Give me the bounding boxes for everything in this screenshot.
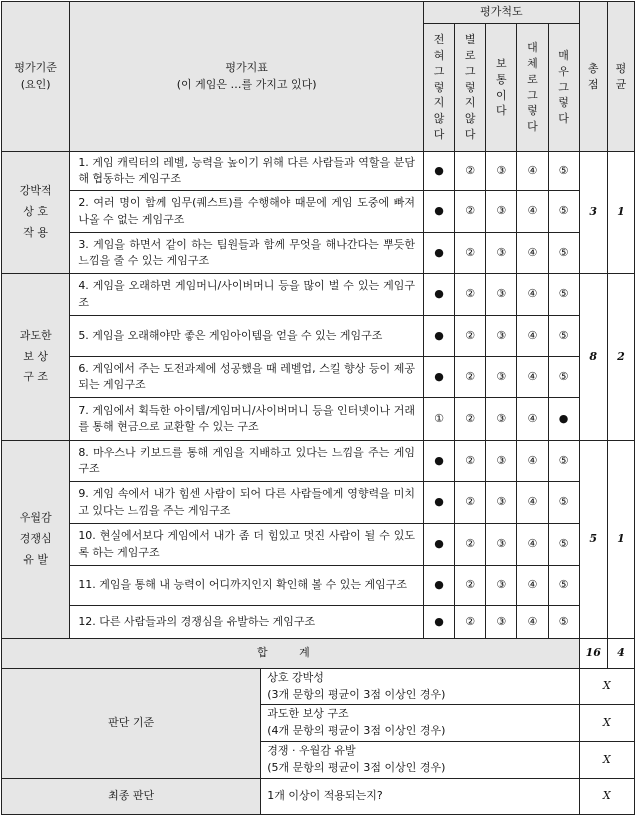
selected-mark[interactable]: ● xyxy=(423,606,454,639)
criteria-header xyxy=(2,2,70,152)
scale-label-cell xyxy=(423,24,454,152)
item-row xyxy=(2,191,635,233)
scale-label-cell xyxy=(517,24,548,152)
group-average: 2 xyxy=(607,274,634,441)
indicator-subtitle: (이 게임은 …를 가지고 있다) xyxy=(176,77,317,91)
judgement-label: 판단 기준 xyxy=(2,669,261,779)
judgement-title: 경쟁 · 우월감 유발 xyxy=(267,744,356,757)
scale-label: 보통이다 xyxy=(495,56,507,118)
selected-mark[interactable]: ● xyxy=(423,482,454,524)
judgement-condition: (4개 문항의 평균이 3점 이상인 경우) xyxy=(267,723,446,737)
criterion-name-line: 경쟁심 xyxy=(19,532,52,546)
scale-option[interactable]: ⑤ xyxy=(548,524,579,566)
scale-option[interactable]: ② xyxy=(455,441,486,482)
criterion-name-line: 유 발 xyxy=(23,552,49,566)
scale-option[interactable]: ⑤ xyxy=(548,606,579,639)
selected-mark[interactable]: ● xyxy=(423,233,454,274)
indicator-text: 11. 게임을 통해 내 능력이 어디까지인지 확인해 볼 수 있는 게임구조 xyxy=(70,566,424,606)
scale-option[interactable]: ③ xyxy=(486,524,517,566)
selected-mark[interactable]: ● xyxy=(423,357,454,398)
item-row xyxy=(2,233,635,274)
scale-option[interactable]: ③ xyxy=(486,566,517,606)
scale-option[interactable]: ③ xyxy=(486,316,517,357)
item-row xyxy=(2,152,635,191)
scale-option[interactable]: ④ xyxy=(517,152,548,191)
criterion-name-line: 우월감 xyxy=(19,511,52,525)
item-row xyxy=(2,398,635,441)
scale-option[interactable]: ④ xyxy=(517,606,548,639)
scale-option[interactable]: ④ xyxy=(517,524,548,566)
scale-header: 평가척도 xyxy=(423,2,579,24)
scale-option[interactable]: ② xyxy=(455,606,486,639)
scale-option[interactable]: ④ xyxy=(517,482,548,524)
scale-label-cell xyxy=(455,24,486,152)
indicator-text: 2. 여러 명이 함께 임무(퀘스트)를 수행해야 때문에 게임 도중에 빠져나올 수 없는 게임구조 xyxy=(70,191,424,233)
criterion-name-line: 보 상 xyxy=(23,349,49,363)
scale-label: 대체로그렇다 xyxy=(527,40,538,134)
selected-mark[interactable]: ● xyxy=(548,398,579,441)
scale-option[interactable]: ④ xyxy=(517,233,548,274)
indicator-text: 1. 게임 캐릭터의 레벨, 능력을 높이기 위해 다른 사람들과 역할을 분담해 협동하는 게임구조 xyxy=(70,152,424,191)
criteria-title: 평가기준 xyxy=(14,61,57,74)
scale-option[interactable]: ② xyxy=(455,274,486,316)
average-header-label: 평균 xyxy=(615,61,627,91)
scale-option[interactable]: ⑤ xyxy=(548,274,579,316)
scale-option[interactable]: ② xyxy=(455,233,486,274)
scale-option[interactable]: ② xyxy=(455,152,486,191)
scale-label: 전혀그렇지않다 xyxy=(433,32,445,142)
scale-option[interactable]: ⑤ xyxy=(548,357,579,398)
indicator-text: 12. 다른 사람들과의 경쟁심을 유발하는 게임구조 xyxy=(70,606,424,639)
group-average: 1 xyxy=(607,152,634,274)
item-row xyxy=(2,566,635,606)
item-row xyxy=(2,316,635,357)
indicator-text: 6. 게임에서 주는 도전과제에 성공했을 때 레벨업, 스킬 향상 등이 제공되는 게임구조 xyxy=(70,357,424,398)
selected-mark[interactable]: ● xyxy=(423,152,454,191)
scale-option[interactable]: ② xyxy=(455,482,486,524)
scale-option[interactable]: ④ xyxy=(517,566,548,606)
criterion-name-line: 강박적 xyxy=(19,184,52,198)
final-row xyxy=(2,779,635,815)
indicator-text: 4. 게임을 오래하면 게임머니/사이버머니 등을 많이 벌 수 있는 게임구조 xyxy=(70,274,424,316)
indicator-text: 5. 게임을 오래해야만 좋은 게임아이템을 얻을 수 있는 게임구조 xyxy=(70,316,424,357)
item-row xyxy=(2,441,635,482)
scale-option[interactable]: ④ xyxy=(517,398,548,441)
scale-option[interactable]: ① xyxy=(423,398,454,441)
scale-label: 별로그렇지않다 xyxy=(464,32,476,142)
scale-option[interactable]: ④ xyxy=(517,274,548,316)
total-header-label: 총점 xyxy=(587,61,599,91)
scale-option[interactable]: ② xyxy=(455,191,486,233)
indicator-text: 10. 현실에서보다 게임에서 내가 좀 더 힘있고 멋진 사람이 될 수 있도록 하는 게임구조 xyxy=(70,524,424,566)
item-row xyxy=(2,274,635,316)
scale-option[interactable]: ⑤ xyxy=(548,441,579,482)
scale-option[interactable]: ⑤ xyxy=(548,566,579,606)
scale-option[interactable]: ④ xyxy=(517,316,548,357)
item-row xyxy=(2,482,635,524)
criteria-subtitle: (요인) xyxy=(20,77,51,91)
scale-option[interactable]: ③ xyxy=(486,274,517,316)
indicator-text: 3. 게임을 하면서 같이 하는 팀원들과 함께 무엇을 해나간다는 뿌듯한 느낌을 줄 수 있는 게임구조 xyxy=(70,233,424,274)
judgement-criterion xyxy=(261,669,579,705)
scale-option[interactable]: ④ xyxy=(517,357,548,398)
average-header xyxy=(607,2,634,152)
scale-label-cell xyxy=(548,24,579,152)
item-row xyxy=(2,524,635,566)
criterion-name-line: 작 용 xyxy=(23,225,49,239)
selected-mark[interactable]: ● xyxy=(423,191,454,233)
group-total: 5 xyxy=(579,441,607,639)
sum-row xyxy=(2,639,635,669)
indicator-text: 8. 마우스나 키보드를 통해 게임을 지배하고 있다는 느낌을 주는 게임구조 xyxy=(70,441,424,482)
scale-option[interactable]: ② xyxy=(455,398,486,441)
judgement-condition: (3개 문항의 평균이 3점 이상인 경우) xyxy=(267,687,446,701)
scale-option[interactable]: ③ xyxy=(486,152,517,191)
scale-option[interactable]: ⑤ xyxy=(548,233,579,274)
scale-option[interactable]: ⑤ xyxy=(548,152,579,191)
judgement-result: X xyxy=(579,742,634,779)
scale-option[interactable]: ② xyxy=(455,357,486,398)
selected-mark[interactable]: ● xyxy=(423,441,454,482)
criterion-name-line: 상 호 xyxy=(23,205,49,219)
judgement-result: X xyxy=(579,669,634,705)
item-row xyxy=(2,606,635,639)
criterion-cell xyxy=(2,152,70,274)
scale-option[interactable]: ③ xyxy=(486,191,517,233)
scale-label-cell xyxy=(486,24,517,152)
criterion-cell xyxy=(2,274,70,441)
group-total: 8 xyxy=(579,274,607,441)
selected-mark[interactable]: ● xyxy=(423,316,454,357)
judgement-row xyxy=(2,669,635,705)
scale-option[interactable]: ② xyxy=(455,524,486,566)
selected-mark[interactable]: ● xyxy=(423,524,454,566)
judgement-title: 과도한 보상 구조 xyxy=(267,707,349,720)
judgement-result: X xyxy=(579,705,634,742)
judgement-condition: (5개 문항의 평균이 3점 이상인 경우) xyxy=(267,760,446,774)
group-total: 3 xyxy=(579,152,607,274)
scale-option[interactable]: ③ xyxy=(486,441,517,482)
scale-option[interactable]: ③ xyxy=(486,482,517,524)
sum-average: 4 xyxy=(607,639,634,669)
group-average: 1 xyxy=(607,441,634,639)
scale-option[interactable]: ③ xyxy=(486,233,517,274)
judgement-title: 상호 강박성 xyxy=(267,671,324,684)
scale-option[interactable]: ⑤ xyxy=(548,191,579,233)
final-result: X xyxy=(579,779,634,815)
scale-option[interactable]: ③ xyxy=(486,398,517,441)
scale-option[interactable]: ③ xyxy=(486,357,517,398)
scale-option[interactable]: ② xyxy=(455,316,486,357)
sum-total: 16 xyxy=(579,639,607,669)
scale-option[interactable]: ⑤ xyxy=(548,482,579,524)
item-row xyxy=(2,357,635,398)
scale-option[interactable]: ② xyxy=(455,566,486,606)
indicator-title: 평가지표 xyxy=(225,61,268,74)
final-question: 1개 이상이 적용되는지? xyxy=(261,779,579,815)
scale-option[interactable]: ④ xyxy=(517,441,548,482)
criterion-name-line: 구 조 xyxy=(23,370,49,384)
indicator-header xyxy=(70,2,424,152)
evaluation-table xyxy=(1,1,635,815)
scale-label: 매우그렇다 xyxy=(558,48,569,126)
indicator-text: 9. 게임 속에서 내가 힘센 사람이 되어 다른 사람들에게 영향력을 미치고 있다는 느낌을 주는 게임구조 xyxy=(70,482,424,524)
scale-option[interactable]: ③ xyxy=(486,606,517,639)
criterion-cell xyxy=(2,441,70,639)
scale-option[interactable]: ⑤ xyxy=(548,316,579,357)
scale-option[interactable]: ④ xyxy=(517,191,548,233)
sum-label: 합 계 xyxy=(2,639,580,669)
indicator-text: 7. 게임에서 획득한 아이템/게임머니/사이버머니 등을 인터넷이나 거래를 통해 현금으로 교환할 수 있는 구조 xyxy=(70,398,424,441)
total-header xyxy=(579,2,607,152)
criterion-name-line: 과도한 xyxy=(19,328,52,342)
selected-mark[interactable]: ● xyxy=(423,274,454,316)
judgement-criterion xyxy=(261,742,579,779)
selected-mark[interactable]: ● xyxy=(423,566,454,606)
final-label: 최종 판단 xyxy=(2,779,261,815)
judgement-criterion xyxy=(261,705,579,742)
